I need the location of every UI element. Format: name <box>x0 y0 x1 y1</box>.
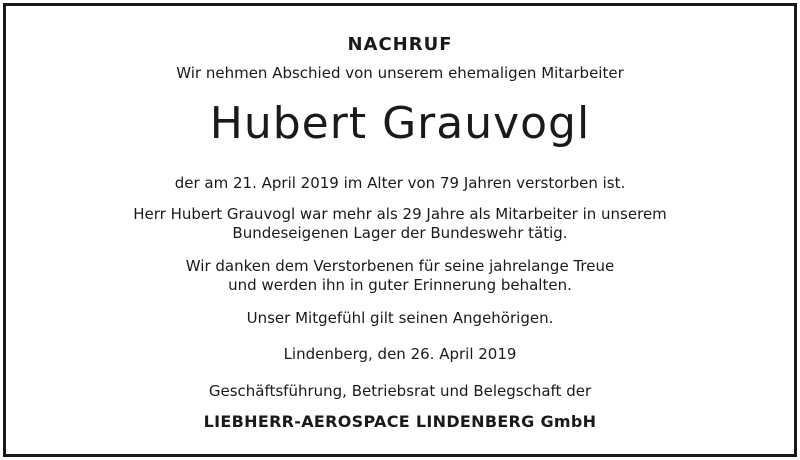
thanks-text-line-2: und werden ihn in guter Erinnerung behalten. <box>228 276 572 294</box>
thanks-text-line-1: Wir danken dem Verstorbenen für seine jahrelange Treue <box>185 257 615 275</box>
career-text-line-2: Bundeseigenen Lager der Bundeswehr tätig. <box>232 224 568 242</box>
sympathy-text: Unser Mitgefühl gilt seinen Angehörigen. <box>246 309 554 327</box>
deceased-name: Hubert Grauvogl <box>209 98 591 149</box>
notice-heading: NACHRUF <box>347 34 453 55</box>
intro-text: Wir nehmen Abschied von unserem ehemaligen Mitarbeiter <box>176 64 624 82</box>
signatories-text: Geschäftsführung, Betriebsrat und Belegschaft der <box>208 382 592 400</box>
career-text-line-1: Herr Hubert Grauvogl war mehr als 29 Jahre als Mitarbeiter in unserem <box>133 205 667 223</box>
company-name: LIEBHERR-AEROSPACE LINDENBERG GmbH <box>203 412 597 431</box>
place-date-text: Lindenberg, den 26. April 2019 <box>283 345 517 363</box>
death-date-text: der am 21. April 2019 im Alter von 79 Jahren verstorben ist. <box>174 174 626 192</box>
